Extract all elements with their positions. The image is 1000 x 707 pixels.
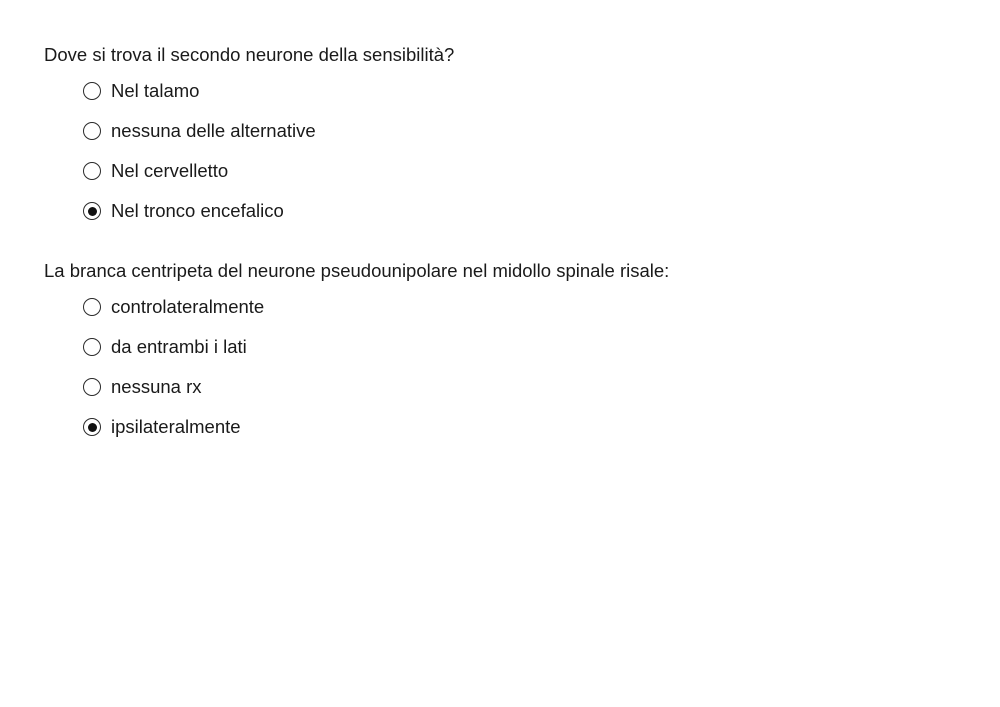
question-text: La branca centripeta del neurone pseudounipolare nel midollo spinale risale: [44, 260, 670, 281]
question-text: Dove si trova il secondo neurone della sensibilità? [44, 44, 455, 65]
option-label[interactable]: Nel tronco encefalico [111, 200, 284, 221]
option-label[interactable]: nessuna delle alternative [111, 120, 316, 141]
option-nel-talamo[interactable] [44, 81, 454, 121]
option-nessuna-delle-alternative[interactable] [44, 121, 454, 161]
option-nessuna-rx[interactable] [44, 377, 669, 417]
question-2 [44, 260, 669, 457]
option-label[interactable]: controlateralmente [111, 296, 265, 317]
radio-button[interactable] [83, 298, 101, 316]
option-da-entrambi-i-lati[interactable] [44, 337, 669, 377]
option-nel-cervelletto[interactable] [44, 161, 454, 201]
option-list [44, 81, 454, 241]
radio-button[interactable] [83, 418, 101, 436]
option-label[interactable]: Nel cervelletto [111, 160, 229, 181]
question-1 [44, 44, 454, 241]
option-controlateralmente[interactable] [44, 297, 669, 337]
option-ipsilateralmente[interactable] [44, 417, 669, 457]
radio-button[interactable] [83, 338, 101, 356]
radio-button[interactable] [83, 162, 101, 180]
radio-button[interactable] [83, 202, 101, 220]
option-nel-tronco-encefalico[interactable] [44, 201, 454, 241]
radio-button[interactable] [83, 82, 101, 100]
radio-button[interactable] [83, 378, 101, 396]
option-label[interactable]: nessuna rx [111, 376, 202, 397]
option-label[interactable]: ipsilateralmente [111, 416, 241, 437]
radio-button[interactable] [83, 122, 101, 140]
option-label[interactable]: da entrambi i lati [111, 336, 247, 357]
option-label[interactable]: Nel talamo [111, 80, 200, 101]
option-list [44, 297, 669, 457]
